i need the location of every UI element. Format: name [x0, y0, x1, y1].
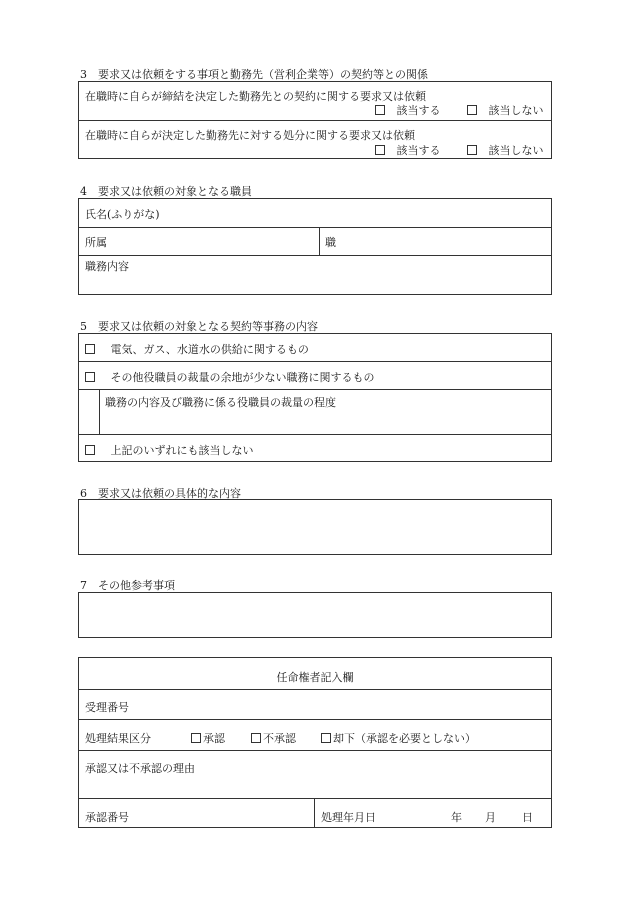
year-label: 年: [451, 811, 462, 824]
receipt-number-label: 受理番号: [85, 701, 129, 714]
processing-date-label: 処理年月日: [321, 811, 376, 824]
checkbox-icon[interactable]: [321, 733, 331, 743]
contract-no-option[interactable]: 該当しない: [467, 102, 544, 118]
section-5-title: 5 要求又は依頼の対象となる契約等事務の内容: [80, 320, 318, 333]
divider: [79, 719, 551, 720]
contract-yes-option[interactable]: 該当する: [375, 102, 441, 118]
divider: [99, 389, 100, 434]
section-7-title: 7 その他参考事項: [80, 579, 175, 592]
checkbox-icon[interactable]: [85, 372, 95, 382]
specific-content-field[interactable]: [78, 499, 552, 555]
divider: [314, 798, 315, 828]
result-category-label: 処理結果区分: [85, 732, 151, 745]
divider: [79, 361, 551, 362]
discretion-detail-label: 職務の内容及び職務に係る役職員の裁量の程度: [105, 396, 336, 409]
low-discretion-option[interactable]: その他役職員の裁量の余地が少ない職務に関するもの: [85, 369, 375, 385]
divider: [79, 227, 551, 228]
contract-request-label: 在職時に自らが締結を決定した勤務先との契約に関する要求又は依頼: [85, 90, 426, 103]
section-3-title: 3 要求又は依頼をする事項と勤務先（営利企業等）の契約等との関係: [80, 68, 428, 81]
checkbox-icon[interactable]: [191, 733, 201, 743]
utility-supply-option[interactable]: 電気、ガス、水道水の供給に関するもの: [85, 341, 309, 357]
department-label: 所属: [85, 236, 107, 249]
section-4-title: 4 要求又は依頼の対象となる職員: [80, 185, 252, 198]
day-label: 日: [522, 811, 533, 824]
post-label: 職: [325, 236, 336, 249]
approve-option[interactable]: 承認: [191, 730, 225, 746]
divider: [79, 255, 551, 256]
section-3-table: [78, 81, 552, 159]
checkbox-icon[interactable]: [85, 445, 95, 455]
divider: [79, 120, 551, 121]
name-label: 氏名(ふりがな): [85, 208, 160, 221]
checkbox-icon[interactable]: [375, 105, 385, 115]
month-label: 月: [485, 811, 496, 824]
authority-header: 任命権者記入欄: [276, 671, 354, 684]
section-6-title: 6 要求又は依頼の具体的な内容: [80, 487, 241, 500]
duty-label: 職務内容: [85, 260, 129, 273]
none-applicable-option[interactable]: 上記のいずれにも該当しない: [85, 442, 254, 458]
approval-number-label: 承認番号: [85, 811, 129, 824]
reject-option[interactable]: 却下（承認を必要としない）: [321, 730, 476, 746]
disposition-no-option[interactable]: 該当しない: [467, 142, 544, 158]
checkbox-icon[interactable]: [375, 145, 385, 155]
divider: [79, 434, 551, 435]
checkbox-icon[interactable]: [467, 105, 477, 115]
divider: [79, 750, 551, 751]
section-5-table: [78, 333, 552, 462]
disapprove-option[interactable]: 不承認: [251, 730, 296, 746]
checkbox-icon[interactable]: [467, 145, 477, 155]
checkbox-icon[interactable]: [251, 733, 261, 743]
divider: [79, 798, 551, 799]
reference-notes-field[interactable]: [78, 592, 552, 638]
disposition-yes-option[interactable]: 該当する: [375, 142, 441, 158]
divider: [79, 389, 551, 390]
section-4-table: [78, 198, 552, 295]
reason-label: 承認又は不承認の理由: [85, 762, 195, 775]
checkbox-icon[interactable]: [85, 344, 95, 354]
disposition-request-label: 在職時に自らが決定した勤務先に対する処分に関する要求又は依頼: [85, 129, 415, 142]
authority-table: [78, 657, 552, 828]
divider: [319, 227, 320, 255]
divider: [79, 689, 551, 690]
